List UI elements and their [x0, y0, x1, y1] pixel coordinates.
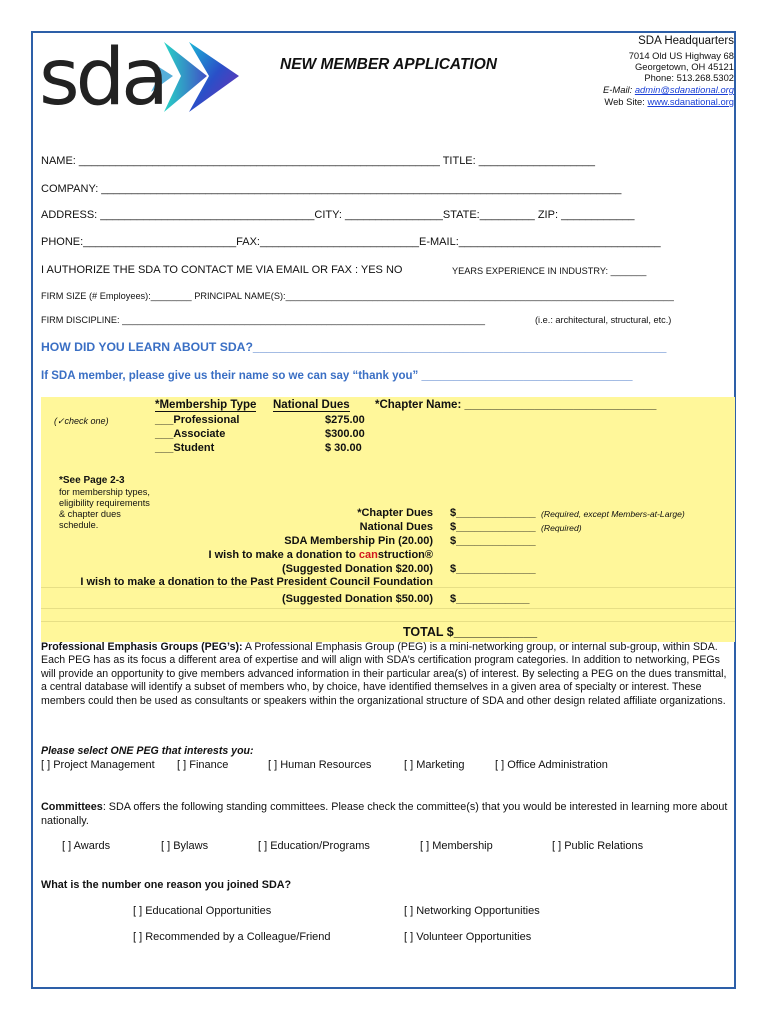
see-page-line1: for membership types,: [59, 487, 150, 497]
total-amount[interactable]: TOTAL $____________: [403, 625, 538, 639]
peg-project-management[interactable]: [ ] Project Management: [41, 759, 155, 771]
chapter-name-field[interactable]: *Chapter Name: ______________________________: [375, 399, 657, 411]
canstruction-amount[interactable]: $_____________: [450, 563, 536, 575]
address-field[interactable]: ADDRESS: ___________________________________CITY: ________________STATE:_________ ZIP: ____________: [41, 209, 635, 221]
hq-website: Web Site: www.sdanational.org: [604, 96, 734, 107]
learn-about-question[interactable]: HOW DID YOU LEARN ABOUT SDA?_____________________________________________________________: [41, 340, 667, 354]
committee-public-relations[interactable]: [ ] Public Relations: [552, 840, 644, 852]
see-page-note: *See Page 2-3: [59, 475, 125, 486]
svg-text:sda: sda: [39, 38, 165, 118]
reason-recommended[interactable]: [ ] Recommended by a Colleague/Friend: [133, 931, 331, 943]
committee-education-programs[interactable]: [ ] Education/Programs: [258, 840, 370, 852]
referral-question[interactable]: If SDA member, please give us their name so we can say “thank you” _________________________________: [41, 370, 633, 382]
canstruction-donation-label: I wish to make a donation to canstruction®: [208, 549, 433, 561]
firm-discipline-field[interactable]: FIRM DISCIPLINE: _______________________________________________________________________: [41, 315, 485, 325]
canstruction-suggested: (Suggested Donation $20.00): [282, 563, 433, 575]
sda-logo: [39, 38, 244, 118]
type-associate[interactable]: ___Associate: [155, 428, 226, 440]
national-dues-amount[interactable]: $_____________: [450, 521, 536, 533]
foundation-amount[interactable]: $____________: [450, 593, 530, 605]
name-title-field[interactable]: NAME: ___________________________________________________________ TITLE: ___________________: [41, 155, 595, 167]
committees-description: Committees: SDA offers the following standing committees. Please check the committee(s) that you would be interested in learning more about nationally.: [41, 801, 728, 827]
committee-awards[interactable]: [ ] Awards: [62, 840, 111, 852]
foundation-suggested: (Suggested Donation $50.00): [282, 593, 433, 605]
pin-label: SDA Membership Pin (20.00): [284, 535, 433, 547]
hq-phone: Phone: 513.268.5302: [644, 72, 734, 83]
see-page-line2: eligibility requirements: [59, 498, 150, 508]
hq-name: SDA Headquarters: [638, 35, 734, 47]
peg-select-prompt: Please select ONE PEG that interests you:: [41, 745, 254, 757]
dues-student: $ 30.00: [325, 442, 362, 454]
committee-membership[interactable]: [ ] Membership: [420, 840, 493, 852]
hq-email: E-Mail: admin@sdanational.org: [603, 84, 734, 95]
peg-office-administration[interactable]: [ ] Office Administration: [495, 759, 608, 771]
reason-volunteer[interactable]: [ ] Volunteer Opportunities: [404, 931, 532, 943]
peg-human-resources[interactable]: [ ] Human Resources: [268, 759, 372, 771]
authorize-contact[interactable]: I AUTHORIZE THE SDA TO CONTACT ME VIA EMAIL OR FAX : YES NO: [41, 264, 403, 276]
pin-amount[interactable]: $_____________: [450, 535, 536, 547]
peg-finance[interactable]: [ ] Finance: [177, 759, 229, 771]
national-dues-note: (Required): [541, 523, 582, 533]
dues-professional: $275.00: [325, 414, 365, 426]
phone-fax-email-field[interactable]: PHONE:_________________________FAX:__________________________E-MAIL:_________________________________: [41, 236, 661, 248]
company-field[interactable]: COMPANY: _____________________________________________________________________________________: [41, 183, 622, 195]
reason-question: What is the number one reason you joined SDA?: [41, 879, 292, 891]
committee-bylaws[interactable]: [ ] Bylaws: [161, 840, 209, 852]
dues-associate: $300.00: [325, 428, 365, 440]
see-page-line4: schedule.: [59, 520, 99, 530]
form-title: NEW MEMBER APPLICATION: [280, 56, 497, 73]
membership-type-header: *Membership Type: [155, 399, 257, 411]
chapter-dues-note: (Required, except Members-at-Large): [541, 509, 685, 519]
chapter-dues-label: *Chapter Dues: [357, 507, 433, 519]
peg-description: Professional Emphasis Groups (PEG’s): A Professional Emphasis Group (PEG) is a mini-networking group, or internal sub-group, within SDA. Each PEG has as its focus a different area of expertise and will align with SDA’s certification program categories. In addition to networking, PEGs will provide an opportunity to give members advanced information in their particular area(s) of interest. By selecting a PEG on the dues transmittal, a central database will identify a subset of members who, by choice, have identified themselves in a given area of specialty or interest. These members could then be used as consultants or speakers within the organizational structure of SDA and other design related affiliate organizations.: [41, 641, 727, 707]
peg-marketing[interactable]: [ ] Marketing: [404, 759, 465, 771]
type-student[interactable]: ___Student: [155, 442, 215, 454]
membership-section: [41, 397, 735, 642]
type-professional[interactable]: ___Professional: [155, 414, 240, 426]
email-link[interactable]: admin@sdanational.org: [634, 84, 734, 95]
website-link[interactable]: www.sdanational.org: [647, 96, 734, 107]
hq-address1: 7014 Old US Highway 68: [628, 50, 734, 61]
hq-address2: Georgetown, OH 45121: [634, 61, 734, 72]
reason-educational[interactable]: [ ] Educational Opportunities: [133, 905, 272, 917]
check-one-note: (✓check one): [54, 416, 109, 426]
foundation-donation-label: I wish to make a donation to the Past President Council Foundation: [80, 576, 433, 588]
national-dues-label: National Dues: [359, 521, 433, 533]
reason-networking[interactable]: [ ] Networking Opportunities: [404, 905, 540, 917]
years-experience-field[interactable]: YEARS EXPERIENCE IN INDUSTRY: _______: [452, 266, 647, 276]
see-page-line3: & chapter dues: [59, 509, 121, 519]
national-dues-header: National Dues: [273, 399, 350, 411]
firm-size-principal-field[interactable]: FIRM SIZE (# Employees):________ PRINCIPAL NAME(S):____________________________________________________________________________: [41, 291, 674, 301]
firm-discipline-hint: (i.e.: architectural, structural, etc.): [535, 315, 672, 325]
chapter-dues-amount[interactable]: $_____________: [450, 507, 536, 519]
